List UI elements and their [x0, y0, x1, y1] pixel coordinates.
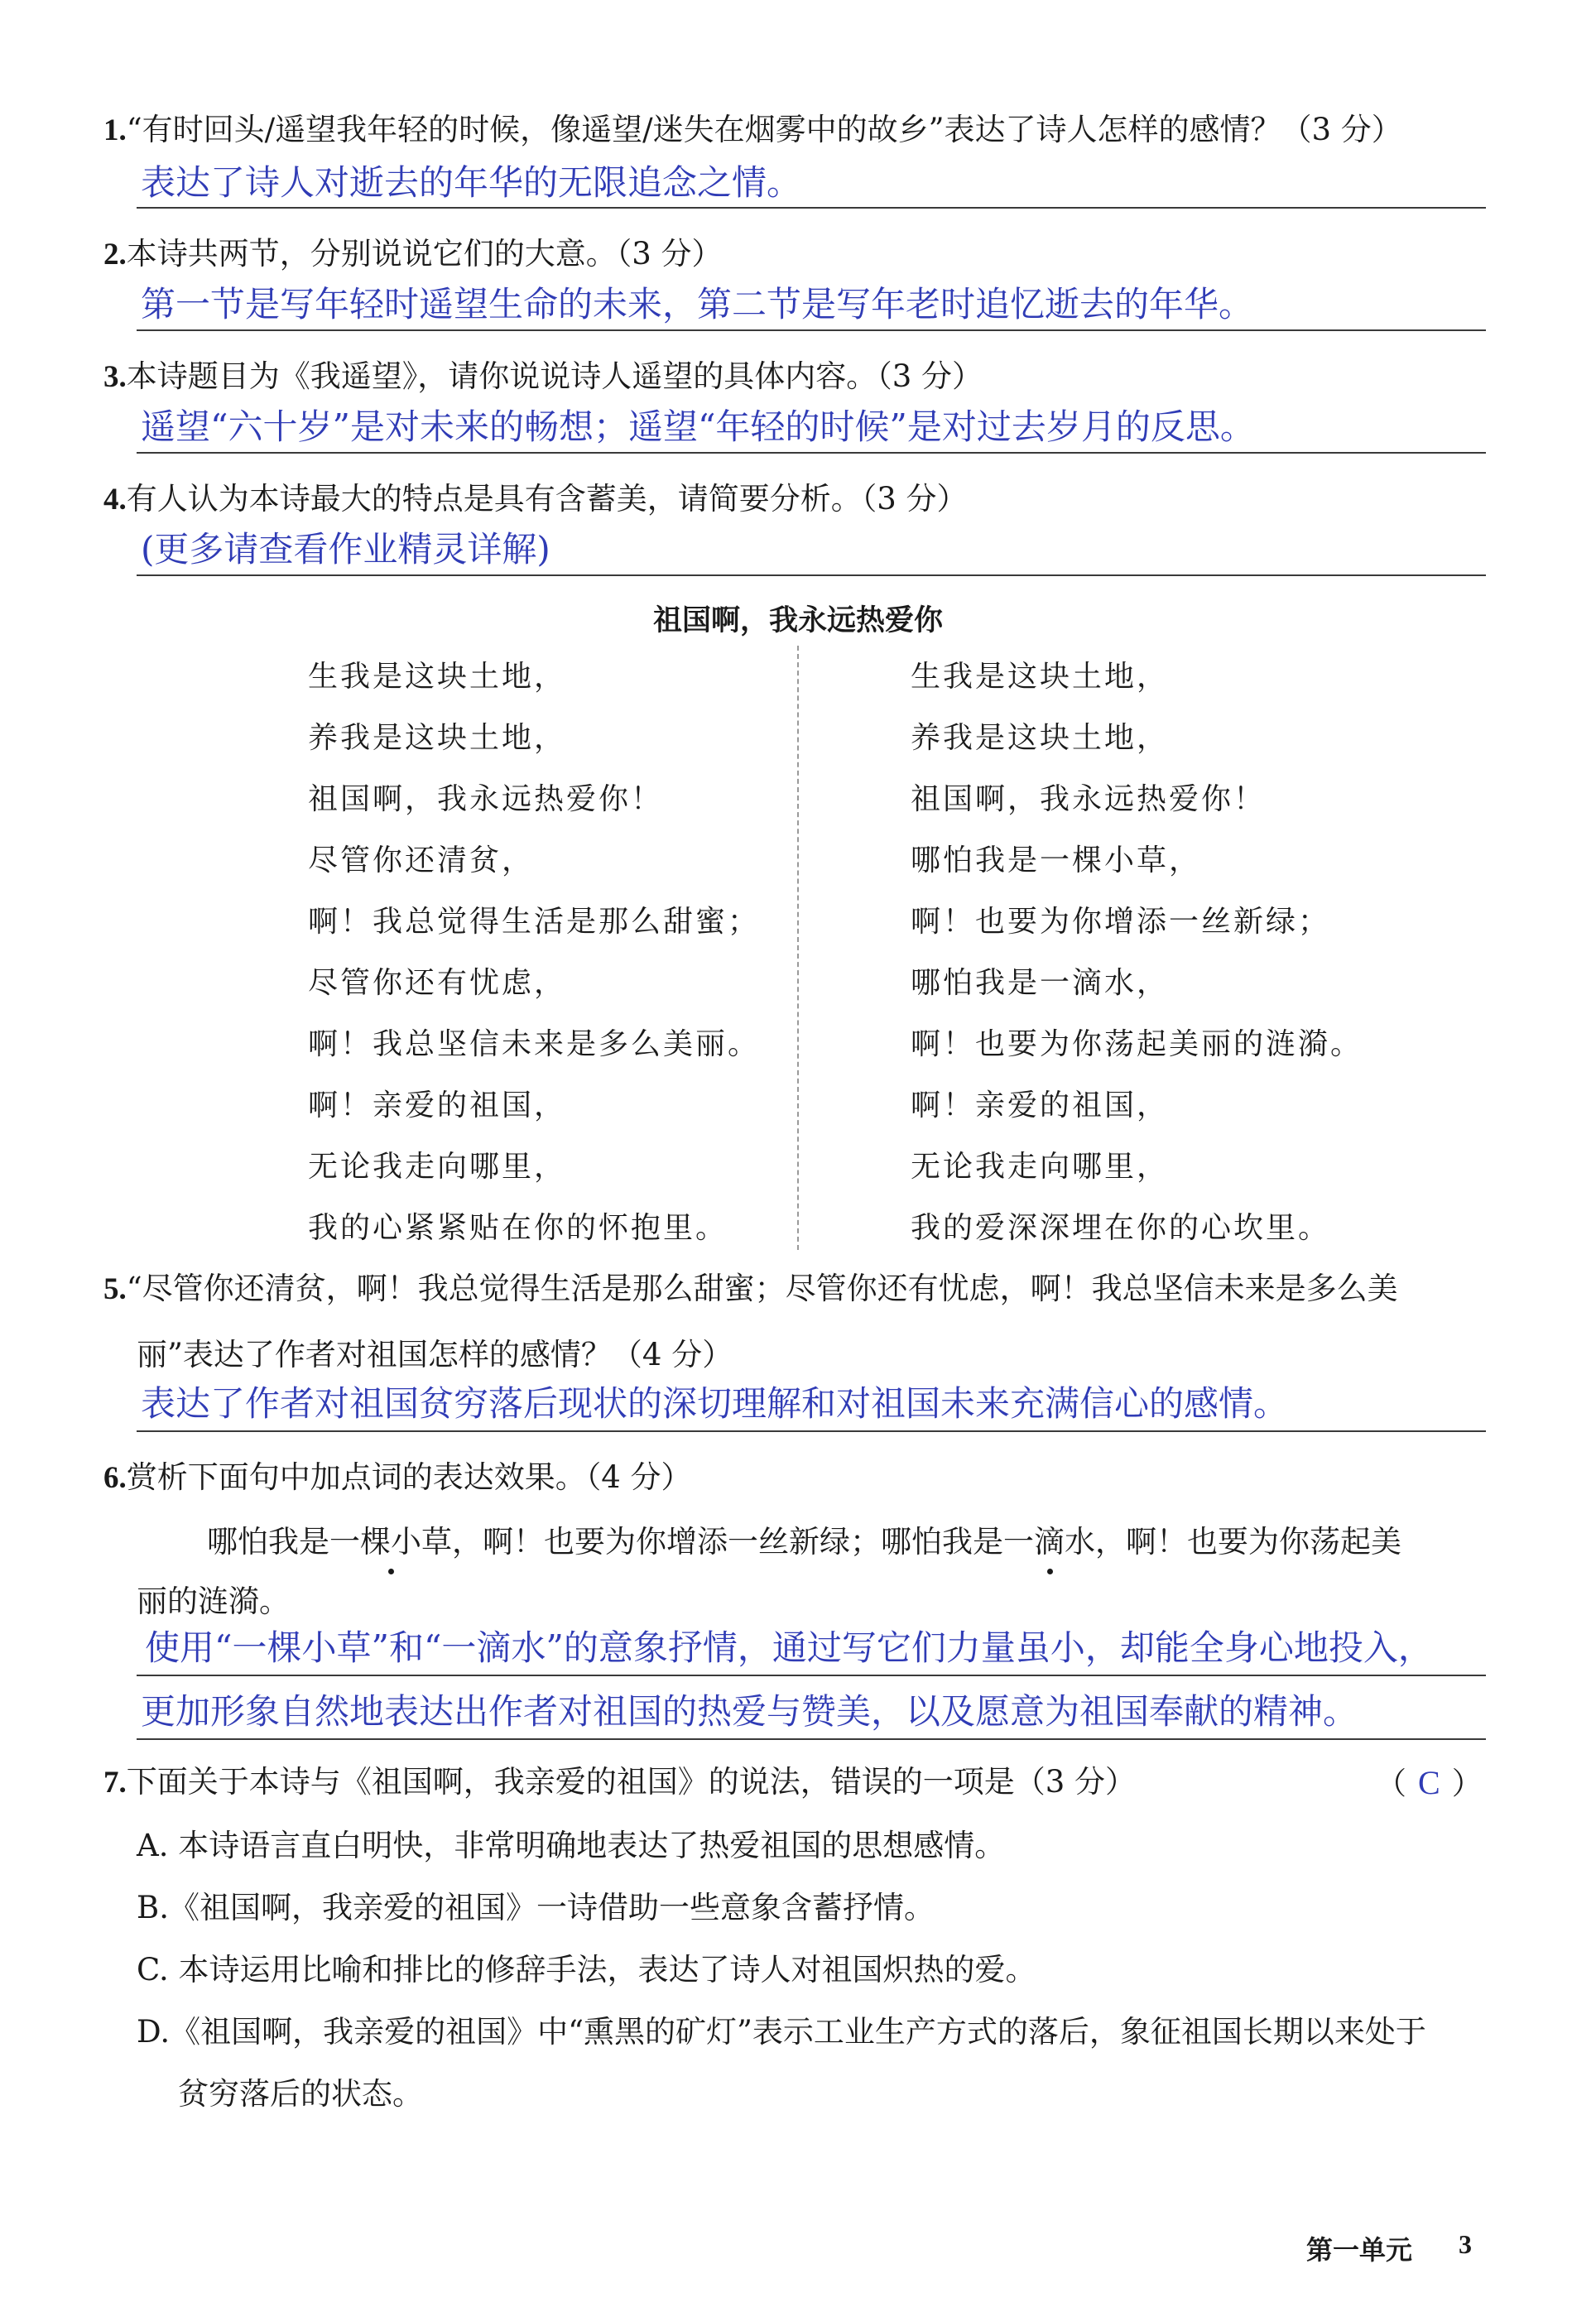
question-3 [103, 356, 983, 398]
unit-label: 第一单元 [1306, 2234, 1413, 2266]
answer-line [137, 1675, 1486, 1676]
answer-1: 表达了诗人对逝去的年华的无限追念之情。 [141, 162, 802, 203]
poem-divider [797, 646, 799, 1250]
question-text: 赏析下面句中加点词的表达效果。（4 分） [126, 1459, 692, 1495]
quote-text: ，啊！也要为你增添一丝新绿；哪怕我是 [452, 1524, 1003, 1560]
answer-bracket [1376, 1761, 1483, 1805]
dotted-word-text: 一棵小草 [329, 1524, 452, 1560]
answer-6-line-1: 使用“一棵小草”和“一滴水”的意象抒情，通过写它们力量虽小，却能全身心地投入， [145, 1627, 1433, 1668]
question-6 [103, 1457, 692, 1499]
poem-line: 祖国啊，我永远热爱你！ [308, 782, 664, 816]
question-5 [103, 1268, 1398, 1310]
question-number: 7. [103, 1766, 127, 1800]
question-text: 本诗共两节，分别说说它们的大意。（3 分） [126, 236, 723, 272]
answer-line [137, 574, 1486, 576]
poem-line: 哪怕我是一棵小草， [911, 843, 1202, 877]
dotted-word [1003, 1521, 1095, 1563]
option-d: D.《祖国啊，我亲爱的祖国》中“熏黑的矿灯”表示工业生产方式的落后，象征祖国长期以来处于 [137, 2014, 1426, 2050]
answer-choice: C [1418, 1764, 1440, 1801]
question-5-cont: 丽”表达了作者对祖国怎样的感情？（4 分） [137, 1337, 733, 1372]
answer-line [137, 452, 1486, 454]
poem-line: 哪怕我是一滴水， [911, 966, 1170, 1000]
poem-left-column [308, 657, 760, 1270]
poem-line: 无论我走向哪里， [911, 1150, 1170, 1184]
option-c: C. 本诗运用比喻和排比的修辞手法，表达了诗人对祖国炽热的爱。 [137, 1952, 1036, 1987]
poem-line: 我的爱深深埋在你的心坎里。 [911, 1211, 1331, 1245]
poem-line: 啊！我总坚信未来是多么美丽。 [308, 1027, 761, 1061]
poem-line: 啊！我总觉得生活是那么甜蜜； [308, 905, 761, 939]
poem-line: 尽管你还有忧虑， [308, 966, 567, 1000]
question-number: 6. [103, 1461, 127, 1495]
question-7 [103, 1761, 1136, 1804]
poem-line: 养我是这块土地， [308, 721, 567, 755]
answer-5: 表达了作者对祖国贫穷落后现状的深切理解和对祖国未来充满信心的感情。 [141, 1383, 1289, 1424]
bracket-open: （ [1376, 1766, 1406, 1801]
question-number: 4. [103, 483, 127, 517]
quoted-sentence-cont: 丽的涟漪。 [137, 1584, 290, 1619]
option-b: B.《祖国啊，我亲爱的祖国》一诗借助一些意象含蓄抒情。 [137, 1890, 935, 1925]
question-text: 下面关于本诗与《祖国啊，我亲爱的祖国》的说法，错误的一项是（3 分） [126, 1764, 1137, 1800]
answer-4: (更多请查看作业精灵详解) [141, 529, 550, 570]
question-text: “有时回头/遥望我年轻的时候，像遥望/迷失在烟雾中的故乡”表达了诗人怎样的感情？（3 分） [126, 112, 1402, 147]
poem-line: 啊！也要为你增添一丝新绿； [911, 905, 1331, 939]
poem-title: 祖国啊，我永远热爱你 [652, 604, 943, 637]
question-2 [103, 233, 723, 276]
option-a: A. 本诗语言直白明快，非常明确地表达了热爱祖国的思想感情。 [137, 1828, 1006, 1863]
answer-3: 遥望“六十岁”是对未来的畅想；遥望“年轻的时候”是对过去岁月的反思。 [141, 406, 1255, 447]
question-4 [103, 478, 968, 521]
poem-line: 啊！亲爱的祖国， [911, 1089, 1170, 1122]
page-number: 3 [1459, 2229, 1472, 2259]
poem-line: 养我是这块土地， [911, 721, 1170, 755]
poem-line: 啊！也要为你荡起美丽的涟漪。 [911, 1027, 1363, 1061]
quote-text: ，啊！也要为你荡起美 [1095, 1524, 1401, 1560]
quoted-sentence [207, 1521, 1401, 1563]
poem-line: 祖国啊，我永远热爱你！ [911, 782, 1267, 816]
poem-line: 我的心紧紧贴在你的怀抱里。 [308, 1211, 728, 1245]
poem-line: 生我是这块土地， [308, 660, 567, 694]
poem-line: 啊！亲爱的祖国， [308, 1089, 567, 1122]
question-text: 有人认为本诗最大的特点是具有含蓄美，请简要分析。（3 分） [126, 481, 968, 517]
answer-line [137, 207, 1486, 209]
answer-line [137, 329, 1486, 331]
question-number: 1. [103, 113, 127, 147]
question-text: 本诗题目为《我遥望》，请你说说诗人遥望的具体内容。（3 分） [126, 358, 983, 394]
answer-line [137, 1430, 1486, 1432]
question-number: 5. [103, 1272, 127, 1306]
quote-text: 哪怕我是 [207, 1524, 329, 1560]
poem-line: 生我是这块土地， [911, 660, 1170, 694]
poem-line: 无论我走向哪里， [308, 1150, 567, 1184]
poem-right-column [911, 657, 1363, 1270]
bracket-close: ） [1451, 1766, 1483, 1801]
answer-2: 第一节是写年轻时遥望生命的未来，第二节是写年老时追忆逝去的年华。 [141, 284, 1254, 324]
dotted-word [329, 1521, 452, 1563]
option-d-cont: 贫穷落后的状态。 [178, 2076, 423, 2112]
question-number: 3. [103, 360, 127, 394]
question-1 [103, 109, 1402, 151]
question-number: 2. [103, 238, 127, 272]
answer-line [137, 1738, 1486, 1740]
answer-6-line-2: 更加形象自然地表达出作者对祖国的热爱与赞美，以及愿意为祖国奉献的精神。 [141, 1691, 1358, 1732]
dotted-word-text: 一滴水 [1003, 1524, 1095, 1560]
question-text: “尽管你还清贫，啊！我总觉得生活是那么甜蜜；尽管你还有忧虑，啊！我总坚信未来是多么美 [126, 1271, 1398, 1306]
poem-line: 尽管你还清贫， [308, 843, 535, 877]
